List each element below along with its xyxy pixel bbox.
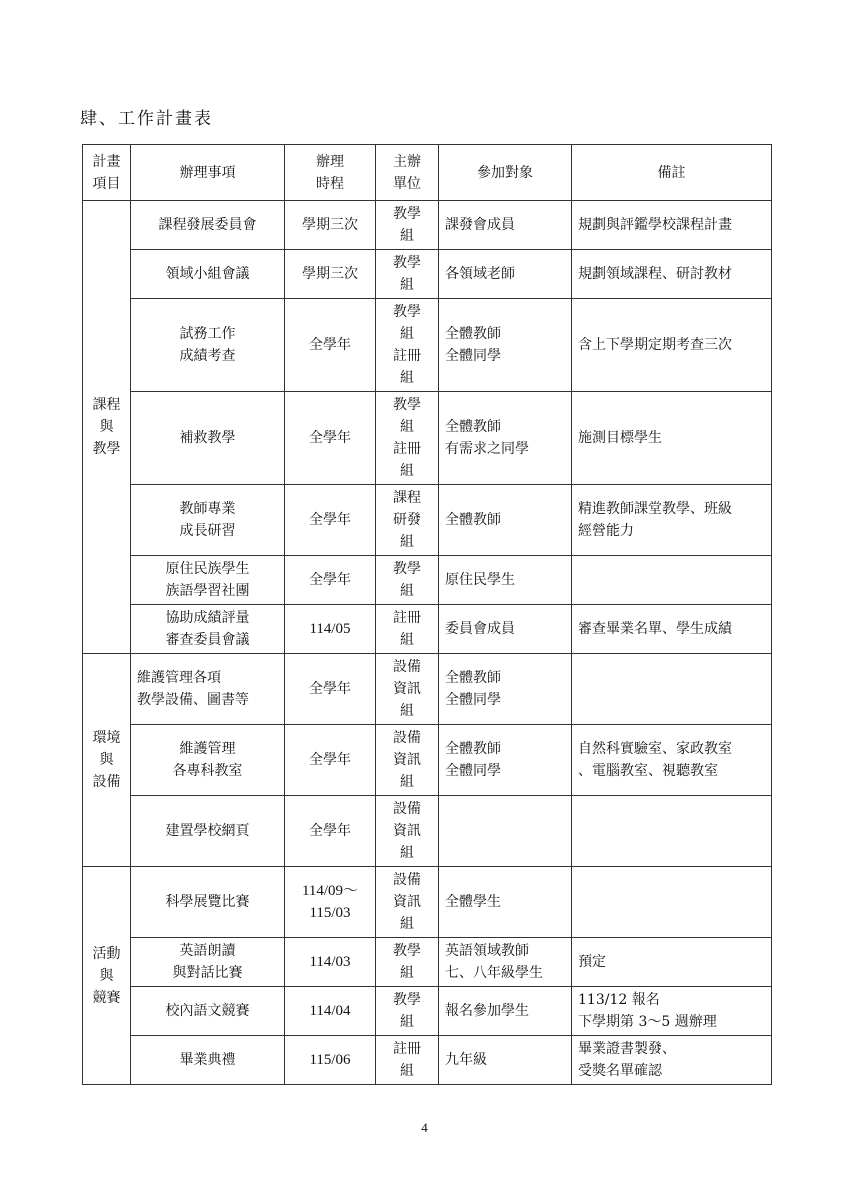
table-row bbox=[83, 987, 772, 1036]
notes-cell: 審查畢業名單、學生成績 bbox=[572, 605, 772, 654]
participants-cell: 全體學生 bbox=[439, 867, 572, 938]
time-cell: 114/09～ 115/03 bbox=[285, 867, 376, 938]
table-row bbox=[83, 796, 772, 867]
notes-cell: 自然科實驗室、家政教室 、電腦教室、視聽教室 bbox=[572, 725, 772, 796]
unit-cell: 設備 資訊 組 bbox=[376, 796, 439, 867]
notes-cell bbox=[572, 796, 772, 867]
col-header-participants: 參加對象 bbox=[439, 145, 572, 201]
participants-cell: 九年級 bbox=[439, 1036, 572, 1085]
table-row bbox=[83, 485, 772, 556]
unit-cell: 設備 資訊 組 bbox=[376, 725, 439, 796]
notes-cell: 預定 bbox=[572, 938, 772, 987]
item-cell: 畢業典禮 bbox=[131, 1036, 285, 1085]
table-row bbox=[83, 1036, 772, 1085]
notes-cell bbox=[572, 654, 772, 725]
item-cell: 補救教學 bbox=[131, 392, 285, 485]
item-cell: 英語朗讀 與對話比賽 bbox=[131, 938, 285, 987]
unit-cell: 教學 組 bbox=[376, 201, 439, 250]
item-cell: 科學展覽比賽 bbox=[131, 867, 285, 938]
unit-cell: 註冊 組 bbox=[376, 605, 439, 654]
category-cell: 環境 與 設備 bbox=[83, 654, 131, 867]
participants-cell: 全體教師 全體同學 bbox=[439, 725, 572, 796]
time-cell: 114/05 bbox=[285, 605, 376, 654]
unit-cell: 教學 組 bbox=[376, 556, 439, 605]
category-cell: 活動 與 競賽 bbox=[83, 867, 131, 1085]
section-title: 肆、工作計畫表 bbox=[80, 109, 213, 129]
unit-cell: 教學 組 註冊 組 bbox=[376, 299, 439, 392]
participants-cell bbox=[439, 796, 572, 867]
unit-cell: 教學 組 bbox=[376, 938, 439, 987]
table-header-row bbox=[83, 145, 772, 201]
participants-cell: 課發會成員 bbox=[439, 201, 572, 250]
time-cell: 全學年 bbox=[285, 725, 376, 796]
table-row bbox=[83, 299, 772, 392]
table-row bbox=[83, 392, 772, 485]
time-cell: 全學年 bbox=[285, 299, 376, 392]
unit-cell: 教學 組 bbox=[376, 250, 439, 299]
participants-cell: 原住民學生 bbox=[439, 556, 572, 605]
item-cell: 教師專業 成長研習 bbox=[131, 485, 285, 556]
participants-cell: 委員會成員 bbox=[439, 605, 572, 654]
table-row bbox=[83, 201, 772, 250]
table-row bbox=[83, 250, 772, 299]
item-cell: 課程發展委員會 bbox=[131, 201, 285, 250]
participants-cell: 全體教師 bbox=[439, 485, 572, 556]
item-cell: 協助成績評量 審查委員會議 bbox=[131, 605, 285, 654]
participants-cell: 各領域老師 bbox=[439, 250, 572, 299]
col-header-time: 辦理 時程 bbox=[285, 145, 376, 201]
notes-cell: 畢業證書製發、 受獎名單確認 bbox=[572, 1036, 772, 1085]
col-header-notes: 備註 bbox=[572, 145, 772, 201]
time-cell: 全學年 bbox=[285, 392, 376, 485]
notes-cell: 規劃與評鑑學校課程計畫 bbox=[572, 201, 772, 250]
unit-cell: 設備 資訊 組 bbox=[376, 867, 439, 938]
time-cell: 全學年 bbox=[285, 556, 376, 605]
item-cell: 校內語文競賽 bbox=[131, 987, 285, 1036]
item-cell: 領域小組會議 bbox=[131, 250, 285, 299]
unit-cell: 教學 組 bbox=[376, 987, 439, 1036]
item-cell: 原住民族學生 族語學習社團 bbox=[131, 556, 285, 605]
table-row bbox=[83, 867, 772, 938]
time-cell: 114/04 bbox=[285, 987, 376, 1036]
unit-cell: 課程 研發 組 bbox=[376, 485, 439, 556]
notes-cell: 含上下學期定期考查三次 bbox=[572, 299, 772, 392]
time-cell: 全學年 bbox=[285, 654, 376, 725]
notes-cell bbox=[572, 556, 772, 605]
col-header-unit: 主辦 單位 bbox=[376, 145, 439, 201]
page-number: 4 bbox=[421, 1120, 428, 1135]
table-row bbox=[83, 654, 772, 725]
participants-cell: 全體教師 全體同學 bbox=[439, 654, 572, 725]
unit-cell: 教學 組 註冊 組 bbox=[376, 392, 439, 485]
table-row bbox=[83, 605, 772, 654]
work-plan-table bbox=[82, 144, 772, 1085]
notes-cell bbox=[572, 867, 772, 938]
participants-cell: 英語領域教師 七、八年級學生 bbox=[439, 938, 572, 987]
participants-cell: 全體教師 全體同學 bbox=[439, 299, 572, 392]
notes-cell: 精進教師課堂教學、班級 經營能力 bbox=[572, 485, 772, 556]
table-row bbox=[83, 556, 772, 605]
notes-cell: 施測目標學生 bbox=[572, 392, 772, 485]
time-cell: 學期三次 bbox=[285, 201, 376, 250]
time-cell: 學期三次 bbox=[285, 250, 376, 299]
item-cell: 建置學校網頁 bbox=[131, 796, 285, 867]
category-cell: 課程 與 教學 bbox=[83, 201, 131, 654]
unit-cell: 註冊 組 bbox=[376, 1036, 439, 1085]
time-cell: 114/03 bbox=[285, 938, 376, 987]
participants-cell: 報名參加學生 bbox=[439, 987, 572, 1036]
notes-cell: 規劃領域課程、研討教材 bbox=[572, 250, 772, 299]
unit-cell: 設備 資訊 組 bbox=[376, 654, 439, 725]
participants-cell: 全體教師 有需求之同學 bbox=[439, 392, 572, 485]
table-row bbox=[83, 938, 772, 987]
item-cell: 維護管理 各專科教室 bbox=[131, 725, 285, 796]
notes-cell: 113/12 報名 下學期第 3～5 週辦理 bbox=[572, 987, 772, 1036]
item-cell: 試務工作 成績考查 bbox=[131, 299, 285, 392]
time-cell: 全學年 bbox=[285, 796, 376, 867]
item-cell: 維護管理各項 教學設備、圖書等 bbox=[131, 654, 285, 725]
col-header-category: 計畫 項目 bbox=[83, 145, 131, 201]
time-cell: 全學年 bbox=[285, 485, 376, 556]
time-cell: 115/06 bbox=[285, 1036, 376, 1085]
table-row bbox=[83, 725, 772, 796]
col-header-item: 辦理事項 bbox=[131, 145, 285, 201]
